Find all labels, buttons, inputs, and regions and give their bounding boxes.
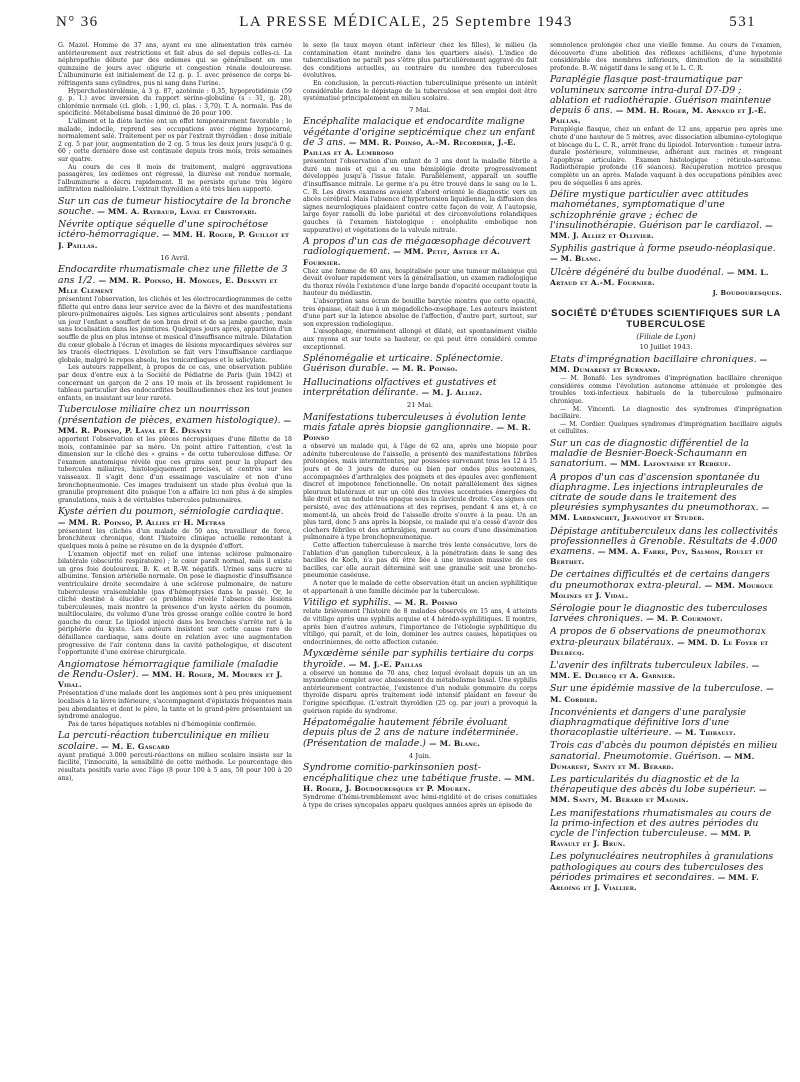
authors: — MM. Mourgue Molines et J. Vidal. [550,580,774,600]
title-text: Sérologie pour le diagnostic des tuberculoses larvées chroniques. [550,602,768,625]
title-text: Sur un cas de tumeur histiocytaire de la bronche souche. [58,195,292,218]
authors: — M. Cordier. [550,684,774,704]
paragraph: relate brièvement l'histoire de 8 malades observés en 15 ans, 4 atteints de vitiligo après une syphilis acquise et 4 hérédo-syphilitiques. Il montre, après bien d'autres auteurs, l'importance de l'étiologie syphilitique du vitiligo, qui paraît, et de loin, dominer les autres causes, hépatiques ou endocriniennes, de cette affection cutanée. [303,608,537,646]
paragraph: apportent l'observation et les pièces nécropsiques d'une fillette de 18 mois, contaminée par sa mère. Un point attire l'attention, c'est la dimension sur le cliché des « grains » de cette tuberculose diffuse. Or l'examen anatomique révèle que ces grains sont pour la plupart des tubercules miliaires, histologiquement précisés, et centrés sur les vaisseaux. Il s'agit donc d'un essaimage vasculaire et non d'une bronchopneumonie. Ces images traduisent un stade plus évolué que la granulie proprement dite puisque l'on a affaire ici non plus à de simples granulations, mais à de véritables tubercules pulmonaires. [58,436,292,504]
authors: — MM. Dumarest, Santy et M. Bérard. [550,751,755,771]
title-text: A propos de 6 observations de pneumothorax extra-pleuraux bilatéraux. [550,626,766,648]
title-text: Les manifestations rhumatismales au cours de la primo-infection et des autres périodes du cycle de l'infection tuberculeuse. [550,807,772,840]
title-text: Délire mystique particulier avec attitudes mahométanes, symptomatique d'une schizophrénie grave ; échec de l'insulinothérapie. Guérison par le cardiazol. [550,189,763,231]
authors: — M. P. Courmont. [646,614,723,624]
authors: — MM. A. Raybaud, Laval et Cristofari. [97,207,258,217]
authors: — MM. E. Delbecq et A. Garnier. [550,660,760,681]
authors: — MM. F. Arloing et J. Viallier. [550,872,759,893]
title-text: De certaines difficultés et de certains dangers du pneumothorax extra-pleural. [550,569,770,591]
paragraph: L'aliment et la diète lactée ont un effet temporairement favorable ; le malade, indocile, reprend ses occupations avec régime hypocarné, normalement salé. Traitement per os par l'extrait thyroïdien : dose initiale 2 cg. 5 par jour, augmentation de 2 cg. 5 tous les deux jours jusqu'à 0 g. 60 ; cette dernière dose est continuée depuis trois mois, trois semaines sur quatre. [58,117,292,163]
authors: — MM. A. Fabre, Puy, Salmon, Roulet et Berthet. [550,546,764,567]
page-number: 531 [729,14,756,30]
paragraph: Présentation d'une malade dont les angiomes sont à peu près uniquement localisés à la lèvre inférieure, s'accompagnent d'épistaxis fréquentes mais peu abondantes et dont le père, la tante et le grand-père présentaient un syndrome analogue. [58,690,292,721]
authors: — MM. R. Poinso, A.-M. Recordier, J.-E. Paillas et A. Lumbroso [303,137,517,157]
authors: — M. Blanc. [428,738,481,748]
paragraph: — M. Vincenti. Le diagnostic des syndromes d'imprégnation bacillaire. [550,405,782,421]
communication-title [550,708,782,739]
communication-title [58,220,292,251]
communication-title [550,604,782,624]
authors: — MM. P. Ravault et J. Brun. [550,829,752,849]
authors: — M. E. Gascard [101,741,170,751]
communication-title [550,627,782,658]
paragraph: — M. Bonafé. Les syndromes d'imprégnation bacillaire chronique considérés comme l'évolution autonome atténuée et prolongée des troubles toxi-infectieux habituels de la tuberculose pulmonaire chronique. [550,375,782,405]
authors: — M. R. Poinso [394,598,458,608]
page-header [56,14,756,34]
paragraph: Cette affection tuberculeuse à marche très lente consécutive, lors de l'ablation d'un ganglion tuberculeux, à la pénétration dans le sang des bacilles de Koch, n'a pas dû être liée à une invasion massive de ces bacilles, car elle aurait déterminé soit une granulie soit une broncho-pneumonie caséeuse. [303,541,537,580]
communication-title [303,413,537,444]
title-text: Syphilis gastrique à forme pseudo-néoplasique. [550,243,776,255]
paragraph: L'œsophage, énormément allongé et dilaté, est spontanément visible aux rayons et sur toute sa hauteur, ce qui peut être considéré comme exceptionnel. [303,328,537,351]
title-text: Les polynucléaires neutrophiles à granulations pathologiques au cours des tuberculoses des périodes primaires et secondaires. [550,851,774,883]
communication-title [58,265,292,296]
title-text: Vitiligo et syphilis. [303,597,392,609]
communication-title [58,507,292,527]
communication-title [303,763,537,794]
title-text: Dépistage antituberculeux dans les collectivités professionnelles à Grenoble. Résultats de 4.000 examens. [550,525,778,557]
title-text: Trois cas d'abcès du poumon dépistés en milieu sanatorial. Pneumotomie. Guérison. [550,740,778,762]
paragraph: a observé un malade qui, à l'âge de 62 ans, après une biopsie pour adénite tuberculeuse de l'aisselle, a présenté des manifestations fébriles prolongées, mais intermittentes, par poussées survenant tous les 12 à 15 jours et de 3 jours de durée ou bien par ondes plus soutenues, accompagnées d'arthralgies des poignets et des épaules avec gonflement discret et impotence fonctionnelle. On notait parallèlement des signes pleuraux bilatéraux et sur un côté des travées accentuées émergées du hile droit et un nodule très opaque sous la clavicule droite. Ces signes ont persisté, avec des atténuations et des reprises, pendant 4 ans et, à ce moment-là, un abcès froid de l'aisselle droite s'ouvre à la peau. Un an plus tard, donc 5 ans après la biopsie, ce malade qui n'a cessé d'avoir des clochers fébriles et des arthralgies, meurt au cours d'une dissémination pulmonaire à type bronchopneumonique. [303,443,537,542]
authors: — M. J. Alliez. [421,387,483,397]
communication-title [550,355,782,375]
session-date: 4 Juin. [408,751,432,760]
communication-title [550,741,782,772]
communication-title [550,570,782,601]
authors: — MM. J. Alliez et Ollivier. [550,220,773,240]
communication-title [550,75,782,126]
authors: — M. R. Poinso. [391,364,458,374]
paragraph: présentent l'observation, les clichés et les électrocardiogrammes de cette fillette qui entre dans leur service avec de la fièvre et des manifestations pleuro-pulmonaires aiguës. Les signes articulaires sont absents ; pendant un jour l'enfant a souffert de son bras droit et de sa jambe gauche, mais sans localisation dans les jointures. Quelques jours après, apparition d'un souffle de plus en plus intense et musical d'insuffisance mitrale. Dilatation du cœur globale à l'écran et images de lésions myocardiques sévères sur les tracés électriques. L'évolution se fait vers l'insuffisance cardiaque globale, malgré le repos absolu, les tonicardiaques et le salicylate. [58,296,292,364]
paragraph: Chez une femme de 40 ans, hospitalisée pour une tumeur mélanique qui devait évoluer rapidement vers la généralisation, un examen radiologique du thorax révéla l'existence d'une large bande d'opacité occupant toute la hauteur du médiastin. [303,267,537,298]
paragraph: a observé un homme de 70 ans, chez lequel évoluait depuis un an un myxœdème complet avec abaissement du métabolisme basal. Une syphilis antérieurement contractée, l'existence d'un nodule gommaire du corps thyroïde disparu après traitement iodé intensif plaidant en faveur de l'origine spécifique. (L'extrait thyroïdien (25 cg. par jour) a provoqué la guérison rapide du syndrome. [303,669,537,715]
session-date: 16 Avril. [160,253,190,262]
authors: — MM. H. Roger, J. Boudouresques et P. Mouren. [303,773,535,793]
authors: — M. Thibault. [674,728,736,738]
title-text: Myxœdème sénile par syphilis tertiaire du corps thyroïde. [303,648,534,670]
communication-title [550,809,782,850]
authors: — MM. H. Roger, P. Guillot et J. Paillas. [58,230,290,250]
title-text: Sur une épidémie massive de la tuberculose. [550,683,764,695]
paragraph: présentent les clichés d'un malade de 50 ans, travailleur de force, bronchiteux chronique, dont l'histoire clinique actuelle remontant à quelques mois à peine se résume en de la dyspnée d'effort. [58,527,292,550]
title-text: A propos d'un cas de mégaœsophage découvert radiologiquement. [303,236,531,258]
session-date: 7 Mai. [409,105,431,114]
authors: — MM. Lafontaine et Rebœuf. [609,459,732,469]
title-text: Syndrome comitio-parkinsonien post-encéphalitique chez une tabétique fruste. [303,762,502,784]
communication-title [303,117,537,158]
communication-title [58,731,292,751]
title-text: Tuberculose miliaire chez un nourrisson (présentation de pièces, examen histologique). [58,404,281,426]
column-middle [303,42,537,1072]
paragraph: présentent l'observation d'un enfant de 3 ans dont la maladie fébrile a duré un mois et qui a eu une hémiplégie droite progressivement développée jusqu'à l'issue fatale. Parallèlement, apparaît un souffle d'insuffisance mitrale. Le germe n'a pu être trouvé dans le sang ou le L. C. R. Les divers examens avaient d'abord orienté le diagnostic vers un abcès cérébral. Mais l'absence d'hypertension liquidienne, la diffusion des signes neurologiques plaidaient contre cette façon de voir. A l'autopsie, large foyer ramolli du lobe pariétal et des circonvolutions rolandiques gauches (à l'examen histologique : encéphalite embolique non suppurative) et végétations de la valvule mitrale. [303,158,537,234]
title-text: Etats d'imprégnation bacillaire chroniques. [550,353,757,365]
authors: — MM. L. Artaud et A.-M. Fournier. [550,267,769,287]
paragraph: A noter que le malade de cette observation était un ancien syphilitique et appartenait à une famille décimée par la tuberculose. [303,579,537,595]
communication-title [550,268,782,288]
column-left [58,42,292,1072]
paragraph: Les auteurs rappellent, à propos de ce cas, une observation publiée par deux d'entre eux à la Société de Pédiatrie de Paris (Juin 1942) et concernant un garçon de 2 ans 10 mois et ils brossent rapidement le tableau particulier des endocardites bouillaudiennes chez les tout jeunes enfants, en insistant sur leur rareté. [58,364,292,402]
communication-title [550,473,782,524]
authors: — MM. Dumarest et Burnand. [550,354,768,374]
communication-title [303,598,537,608]
authors: — MM. Santy, M. Bérard et Magnin. [550,785,767,805]
communication-title [550,527,782,568]
communication-title [303,237,537,268]
authors: — MM. R. Poinso, P. Allies et H. Metras [58,517,226,527]
paragraph: Paraplégie flasque, chez un enfant de 12 ans, apparue peu après une chute d'une hauteur de 5 mètres, avec dissociation albumino-cytologique et blocage du L. C. R., arrêt franc du lipiodol. Intervention : tumeur intra-durale postérieure, volumineuse, adhérant aux racines et rongeant l'apophyse articulaire. Examen histologique : réticulo-sarcome. Radiothérapie profonde (16 séances). Récupération motrice presque complète un an après. Malade vaquant à des occupations pénibles avec peu de séquelles 6 ans après. [550,126,782,187]
paragraph: En conclusion, la percuti-réaction tuberculinique présente un intérêt considérable dans le dépistage de la tuberculose et son emploi doit être systématisé principalement en milieu scolaire. [303,79,537,103]
title-text: Névrite optique séquelle d'une spirochétose ictéro-hémorragique. [58,219,268,241]
society-subheading: (Filiale de Lyon) [636,331,696,341]
title-text: Sur un cas de diagnostic différentiel de la maladie de Besnier-Boeck-Schaumann en sanatorium. [550,437,749,470]
communication-title [303,378,537,398]
communication-title [58,197,292,217]
title-text: A propos d'un cas d'ascension spontanée du diaphragme. Les injections intrapleurales de citrate de soude dans le traitement des pleurésies symphysantes du pneumothorax. [550,471,764,514]
title-text: Endocardite rhumatismale chez une fillette de 3 ans 1/2. [58,264,288,286]
authors: — MM. R. Poinso, P. Laval et E. Desanti [58,415,292,435]
paragraph: L'absorption sans écran de bouillie barytée montra que cette opacité, très épaisse, était due à un mégadolicho-œsophage. Les auteurs insistent d'une part sur la latence absolue de l'affection, d'autre part, surtout, sur son expression radiologique. [303,298,537,328]
title-text: Inconvénients et dangers d'une paralysie diaphragmatique définitive lors d'une thoracoplastie ultérieure. [550,706,746,739]
authors: — MM. R. Poinso, H. Monges, E. Desanti et Mlle Clément [58,275,278,295]
paragraph: G. Mazel. Homme de 37 ans, ayant eu une alimentation très carnée antérieurement aux restrictions et fait abus de sel depuis celles-ci. La néphropathie débute par des œdèmes qui se généralisent en une quinzaine de jours avec oligurie et congestion rénale douloureuse. L'albuminurie est initialement de 12 g. p. 1. avec présence de corps bi-réfringents sans cylindres, pus ni sang dans l'urine. [58,42,292,87]
title-text: Splénomégalie et urticaire. Splénectomie. Guérison durable. [303,353,504,375]
title-text: Encéphalite malacique et endocardite maligne végétante d'origine septicémique chez un enfant de 3 ans. [303,116,535,148]
paragraph: Au cours de ces 8 mois de traitement, malgré aggravations passagères, les œdèmes ont régressé, la diurèse est rendue normale, l'albuminurie a décru rapidement. Il ne persiste qu'une très légère infiltration malléolaire. L'extrait thyroïdien a été très bien supporté. [58,163,292,194]
communication-title [303,718,537,749]
authors: — M. Blanc. [550,254,602,264]
title-text: Manifestations tuberculeuses à évolution lente mais fatale après biopsie ganglionnaire. [303,411,526,433]
title-text: L'avenir des infiltrats tuberculeux labiles. [550,659,749,671]
authors: — MM. H. Roger, M. Mouren et J. Vidal. [58,670,283,690]
paragraph: le sexe (le taux moyen étant inférieur chez les filles), le milieu (la contamination étant moindre dans les quartiers aisés). L'indice de tuberculisation ne paraît pas s'être plus particulièrement aggravé du fait des conditions actuelles, au contraire du nombre des tuberculoses évolutives. [303,42,537,80]
communication-title [303,354,537,374]
paragraph: — M. Cordier. Quelques syndromes d'imprégnation bacillaire aiguës et cellulites. [550,420,782,436]
authors: — MM. H. Roger, M. Arnaud et J.-E. Paillas. [550,105,767,126]
title-text: Les particularités du diagnostic et de la thérapeutique des abcès du lobe supérieur. [550,774,756,796]
title-text: Hallucinations olfactives et gustatives et interprétation délirante. [303,376,497,398]
title-text: Hépatomégalie hautement fébrile évoluant depuis plus de 2 ans de nature indéterminée. (Présentation de malade.) [303,717,519,749]
communication-title [550,684,782,704]
journal-title: LA PRESSE MÉDICALE, 25 Septembre 1943 [239,14,573,30]
society-heading: SOCIÉTÉ D'ÉTUDES SCIENTIFIQUES SUR LA TUBERCULOSE [551,307,781,330]
title-text: Angiomatose hémorragique familiale (maladie de Rendu-Osler). [58,658,279,681]
authors: — M. J.-E. Paillas [348,659,423,669]
communication-title [550,852,782,893]
paragraph: L'examen objectif met en relief une intense sclérose pulmonaire bilatérale (obscurité respiratoire) ; le cœur paraît normal, mais il existe un gros foie douloureux. B. K. et B.-W. négatifs. Urines sans sucre ni albumine. Tension artérielle normale. On pose le diagnostic d'insuffisance ventriculaire droite secondaire à une sclérose pulmonaire, de nature tuberculeuse vraisemblable (pas d'hémoptysies dans le passé). Or, le cliché destiné à élucider ce problème révèle l'absence de lésions tuberculeuses, mais montre la présence d'un kyste aérien du poumon, multiloculaire, du volume d'une très grosse orange collée contre le bord gauche du cœur. Le lipiodol injecté dans les bronches s'arrête net à la périphérie du kyste. Les auteurs insistent sur cette cause rare de défaillance cardiaque, sans doute en relation avec une augmentation progressive de l'air contenu dans la cavité pathologique, et discutent l'opportunité d'une exérèse chirurgicale. [58,550,292,657]
title-text: La percuti-réaction tuberculinique en milieu scolaire. [58,730,270,752]
authors: — MM. D. Le Foyer et Delbecq. [550,637,769,657]
title-text: Kyste aérien du poumon, sémiologie cardiaque. [58,506,284,518]
paragraph: Pas de tares hépatiques notables ni d'hémogénie confirmée. [68,720,257,728]
communication-title [303,649,537,669]
communication-title [550,661,782,681]
authors: — MM. Lardanchet, Jeanguyot et Studer. [550,503,770,523]
authors: — MM. Petit, Astier et A. Fournier. [303,247,500,267]
communication-title [550,775,782,806]
title-text: Paraplégie flasque post-traumatique par volumineux sarcome intra-dural D7-D9 ; ablation et radiothérapie. Guérison maintenue depuis 6 ans. [550,74,772,116]
authors: — M. R. Poinso [303,422,531,443]
signature: J. Boudouresques. [712,288,782,297]
paragraph: somnolence prolongée chez une vieille femme. Au cours de l'examen, découverte d'une abolition des réflexes achilléens, d'une hypotonie considérable des membres inférieurs, diminution de la sensibilité profonde. B.-W. négatif dans le sang et le L. C. R. [550,42,782,72]
title-text: Ulcère dégénéré du bulbe duodénal. [550,266,724,278]
column-right [550,42,782,1072]
communication-title [550,439,782,470]
paragraph: ayant pratiqué 3.000 percuti-réactions en milieu scolaire insiste sur la facilité, l'innocuité, la sensibilité de cette méthode. Le pourcentage des résultats positifs varie avec l'âge (8 pour 100 à 5 ans, 58 pour 100 à 20 ans), [58,751,292,782]
communication-title [550,244,782,264]
session-date: 21 Mai. [406,401,434,410]
communication-title [550,190,782,241]
paragraph: Syndrome d'hémi-tremblement avec hémi-rigidité et de crises comitiales à type de crises syncopales apparu quelques années après un épisode de [303,794,537,809]
session-date: 10 Juillet 1943. [639,343,693,352]
paragraph: Hypercholestérolémie, à 3 g. 87, azotémie : 0,35, hypoprotidémie (59 g. p. 1.) avec inversion du rapport sérine-globuline (s : 31, g. 28), chlorémie normale (cl. glob. : 1,90, cl. plas. : 3,70). T. A. normale. Pas de spécificité. Métabolisme basal diminué de 26 pour 100. [58,87,292,118]
issue-number: N° 36 [56,14,99,30]
communication-title [58,660,292,691]
communication-title [58,405,292,436]
